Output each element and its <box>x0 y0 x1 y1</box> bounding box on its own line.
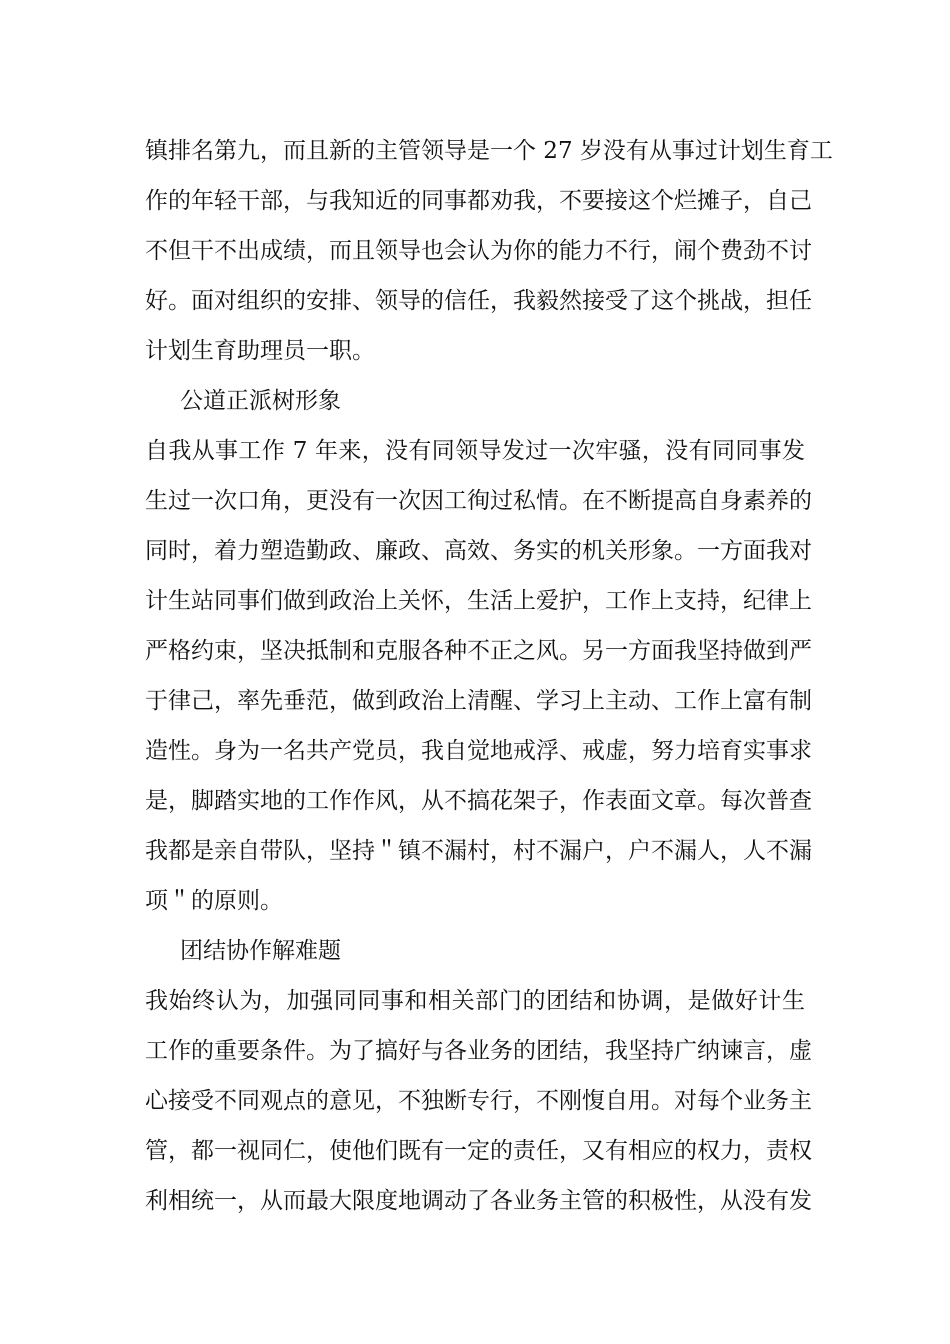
body-text-line: 同时，着力塑造勤政、廉政、高效、务实的机关形象。一方面我对 <box>145 538 812 564</box>
body-text-line: 项＂的原则。 <box>145 888 283 914</box>
body-text-line: 镇排名第九，而且新的主管领导是一个 27 岁没有从事过计划生育工 <box>145 138 833 164</box>
section-heading: 团结协作解难题 <box>180 938 341 964</box>
body-text-line: 是，脚踏实地的工作作风，从不搞花架子，作表面文章。每次普查 <box>145 788 812 814</box>
body-text-line: 造性。身为一名共产党员，我自觉地戒浮、戒虚，努力培育实事求 <box>145 738 812 764</box>
body-text-line: 不但干不出成绩，而且领导也会认为你的能力不行，闹个费劲不讨 <box>145 238 812 264</box>
body-text-line: 于律己，率先垂范，做到政治上清醒、学习上主动、工作上富有制 <box>145 688 812 714</box>
body-text-line: 我都是亲自带队，坚持＂镇不漏村，村不漏户，户不漏人，人不漏 <box>145 838 812 864</box>
paragraph-first-line: 我始终认为，加强同同事和相关部门的团结和协调，是做好计生 <box>145 988 805 1014</box>
body-text-line: 作的年轻干部，与我知近的同事都劝我，不要接这个烂摊子，自己 <box>145 188 812 214</box>
body-text-line: 生过一次口角，更没有一次因工徇过私情。在不断提高自身素养的 <box>145 488 812 514</box>
body-text-line: 利相统一，从而最大限度地调动了各业务主管的积极性，从没有发 <box>145 1188 812 1214</box>
paragraph-first-line: 自我从事工作 7 年来，没有同领导发过一次牢骚，没有同同事发 <box>145 438 805 464</box>
body-text-line: 计生站同事们做到政治上关怀，生活上爱护，工作上支持，纪律上 <box>145 588 812 614</box>
body-text-line: 工作的重要条件。为了搞好与各业务的团结，我坚持广纳谏言，虚 <box>145 1038 812 1064</box>
body-text-line: 严格约束，坚决抵制和克服各种不正之风。另一方面我坚持做到严 <box>145 638 812 664</box>
body-text-line: 计划生育助理员一职。 <box>145 338 375 364</box>
body-text-line: 心接受不同观点的意见，不独断专行，不刚愎自用。对每个业务主 <box>145 1088 812 1114</box>
section-heading: 公道正派树形象 <box>180 388 341 414</box>
body-text-line: 好。面对组织的安排、领导的信任，我毅然接受了这个挑战，担任 <box>145 288 812 314</box>
body-text-line: 管，都一视同仁，使他们既有一定的责任，又有相应的权力，责权 <box>145 1138 812 1164</box>
